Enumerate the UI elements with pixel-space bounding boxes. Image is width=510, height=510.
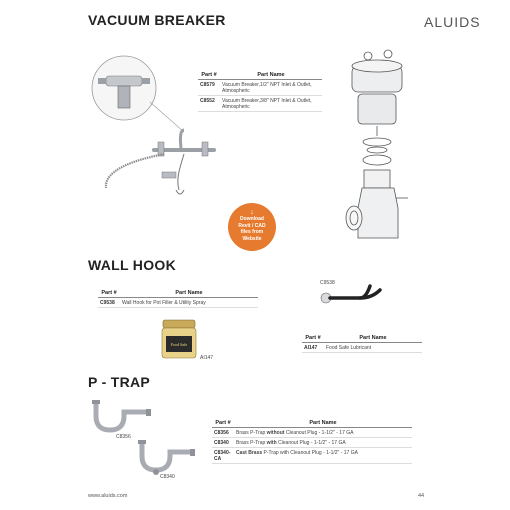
jar-label: Food Safe	[170, 342, 188, 347]
table-row	[98, 298, 258, 308]
p-trap-c8340-illustration	[132, 438, 202, 478]
table-row	[302, 343, 422, 353]
table-row	[212, 428, 412, 438]
download-revit-cad-badge[interactable]	[228, 203, 276, 251]
table-row	[198, 96, 322, 112]
table-row	[198, 80, 322, 96]
col-header-name: Part Name	[234, 419, 412, 428]
vacuum-breaker-exploded-illustration	[338, 48, 428, 258]
table-row	[212, 438, 412, 448]
caption-lubricant-jar: AI147	[200, 355, 214, 361]
caption-wall-hook: C9538	[320, 280, 335, 286]
table-row	[212, 448, 412, 464]
part-number: C8340	[212, 438, 234, 448]
badge-line: Website	[242, 235, 262, 242]
part-name: Brass P-Trap without Cleanout Plug - 1-1/2" - 17 GA	[234, 428, 412, 438]
caption-p-trap-c8356: C8356	[116, 434, 131, 440]
part-name: Vacuum Breaker,3/8" NPT Inlet & Outlet, Atmospheric	[220, 96, 322, 112]
part-number: AI147	[302, 343, 324, 353]
col-header-part: Part #	[98, 289, 120, 298]
part-number: C8579	[198, 80, 220, 96]
part-number: C8356	[212, 428, 234, 438]
wall-hook-parts-table	[98, 289, 258, 308]
p-trap-c8356-illustration	[88, 398, 158, 438]
p-trap-parts-table	[212, 419, 412, 464]
lubricant-jar-illustration	[158, 318, 200, 360]
part-number: C8340-CA	[212, 448, 234, 464]
vacuum-breaker-parts-table	[198, 71, 322, 112]
footer-url-link[interactable]: www.aluids.com	[88, 493, 128, 499]
section-title-vacuum-breaker: VACUUM BREAKER	[88, 12, 226, 28]
part-name: Food Safe Lubricant	[324, 343, 422, 353]
col-header-part: Part #	[302, 334, 324, 343]
wall-hook-illustration	[316, 264, 386, 314]
caption-p-trap-c8340: C8340	[160, 474, 175, 480]
badge-line: files from	[240, 229, 264, 235]
section-title-p-trap: P - TRAP	[88, 374, 151, 390]
lubricant-parts-table	[302, 334, 422, 353]
col-header-name: Part Name	[120, 289, 258, 298]
brand-logo: ALUIDS	[424, 14, 481, 30]
part-name: Wall Hook for Pot Filler & Utility Spray	[120, 298, 258, 308]
badge-line: Revit / CAD	[238, 222, 266, 229]
col-header-part: Part #	[212, 419, 234, 428]
download-arrow-icon: ↓	[250, 209, 254, 216]
col-header-name: Part Name	[324, 334, 422, 343]
part-number: C9538	[98, 298, 120, 308]
part-number: C8552	[198, 96, 220, 112]
part-name: Brass P-Trap with Cleanout Plug - 1-1/2" - 17 GA	[234, 438, 412, 448]
col-header-part: Part #	[198, 71, 220, 80]
part-name: Cast Brass P-Trap with Cleanout Plug - 1-1/2" - 17 GA	[234, 448, 412, 464]
badge-line: Download	[240, 216, 264, 222]
page-number: 44	[418, 493, 425, 499]
part-name: Vacuum Breaker,1/2" NPT Inlet & Outlet, Atmospheric	[220, 80, 322, 96]
col-header-name: Part Name	[220, 71, 322, 80]
section-title-wall-hook: WALL HOOK	[88, 257, 176, 273]
